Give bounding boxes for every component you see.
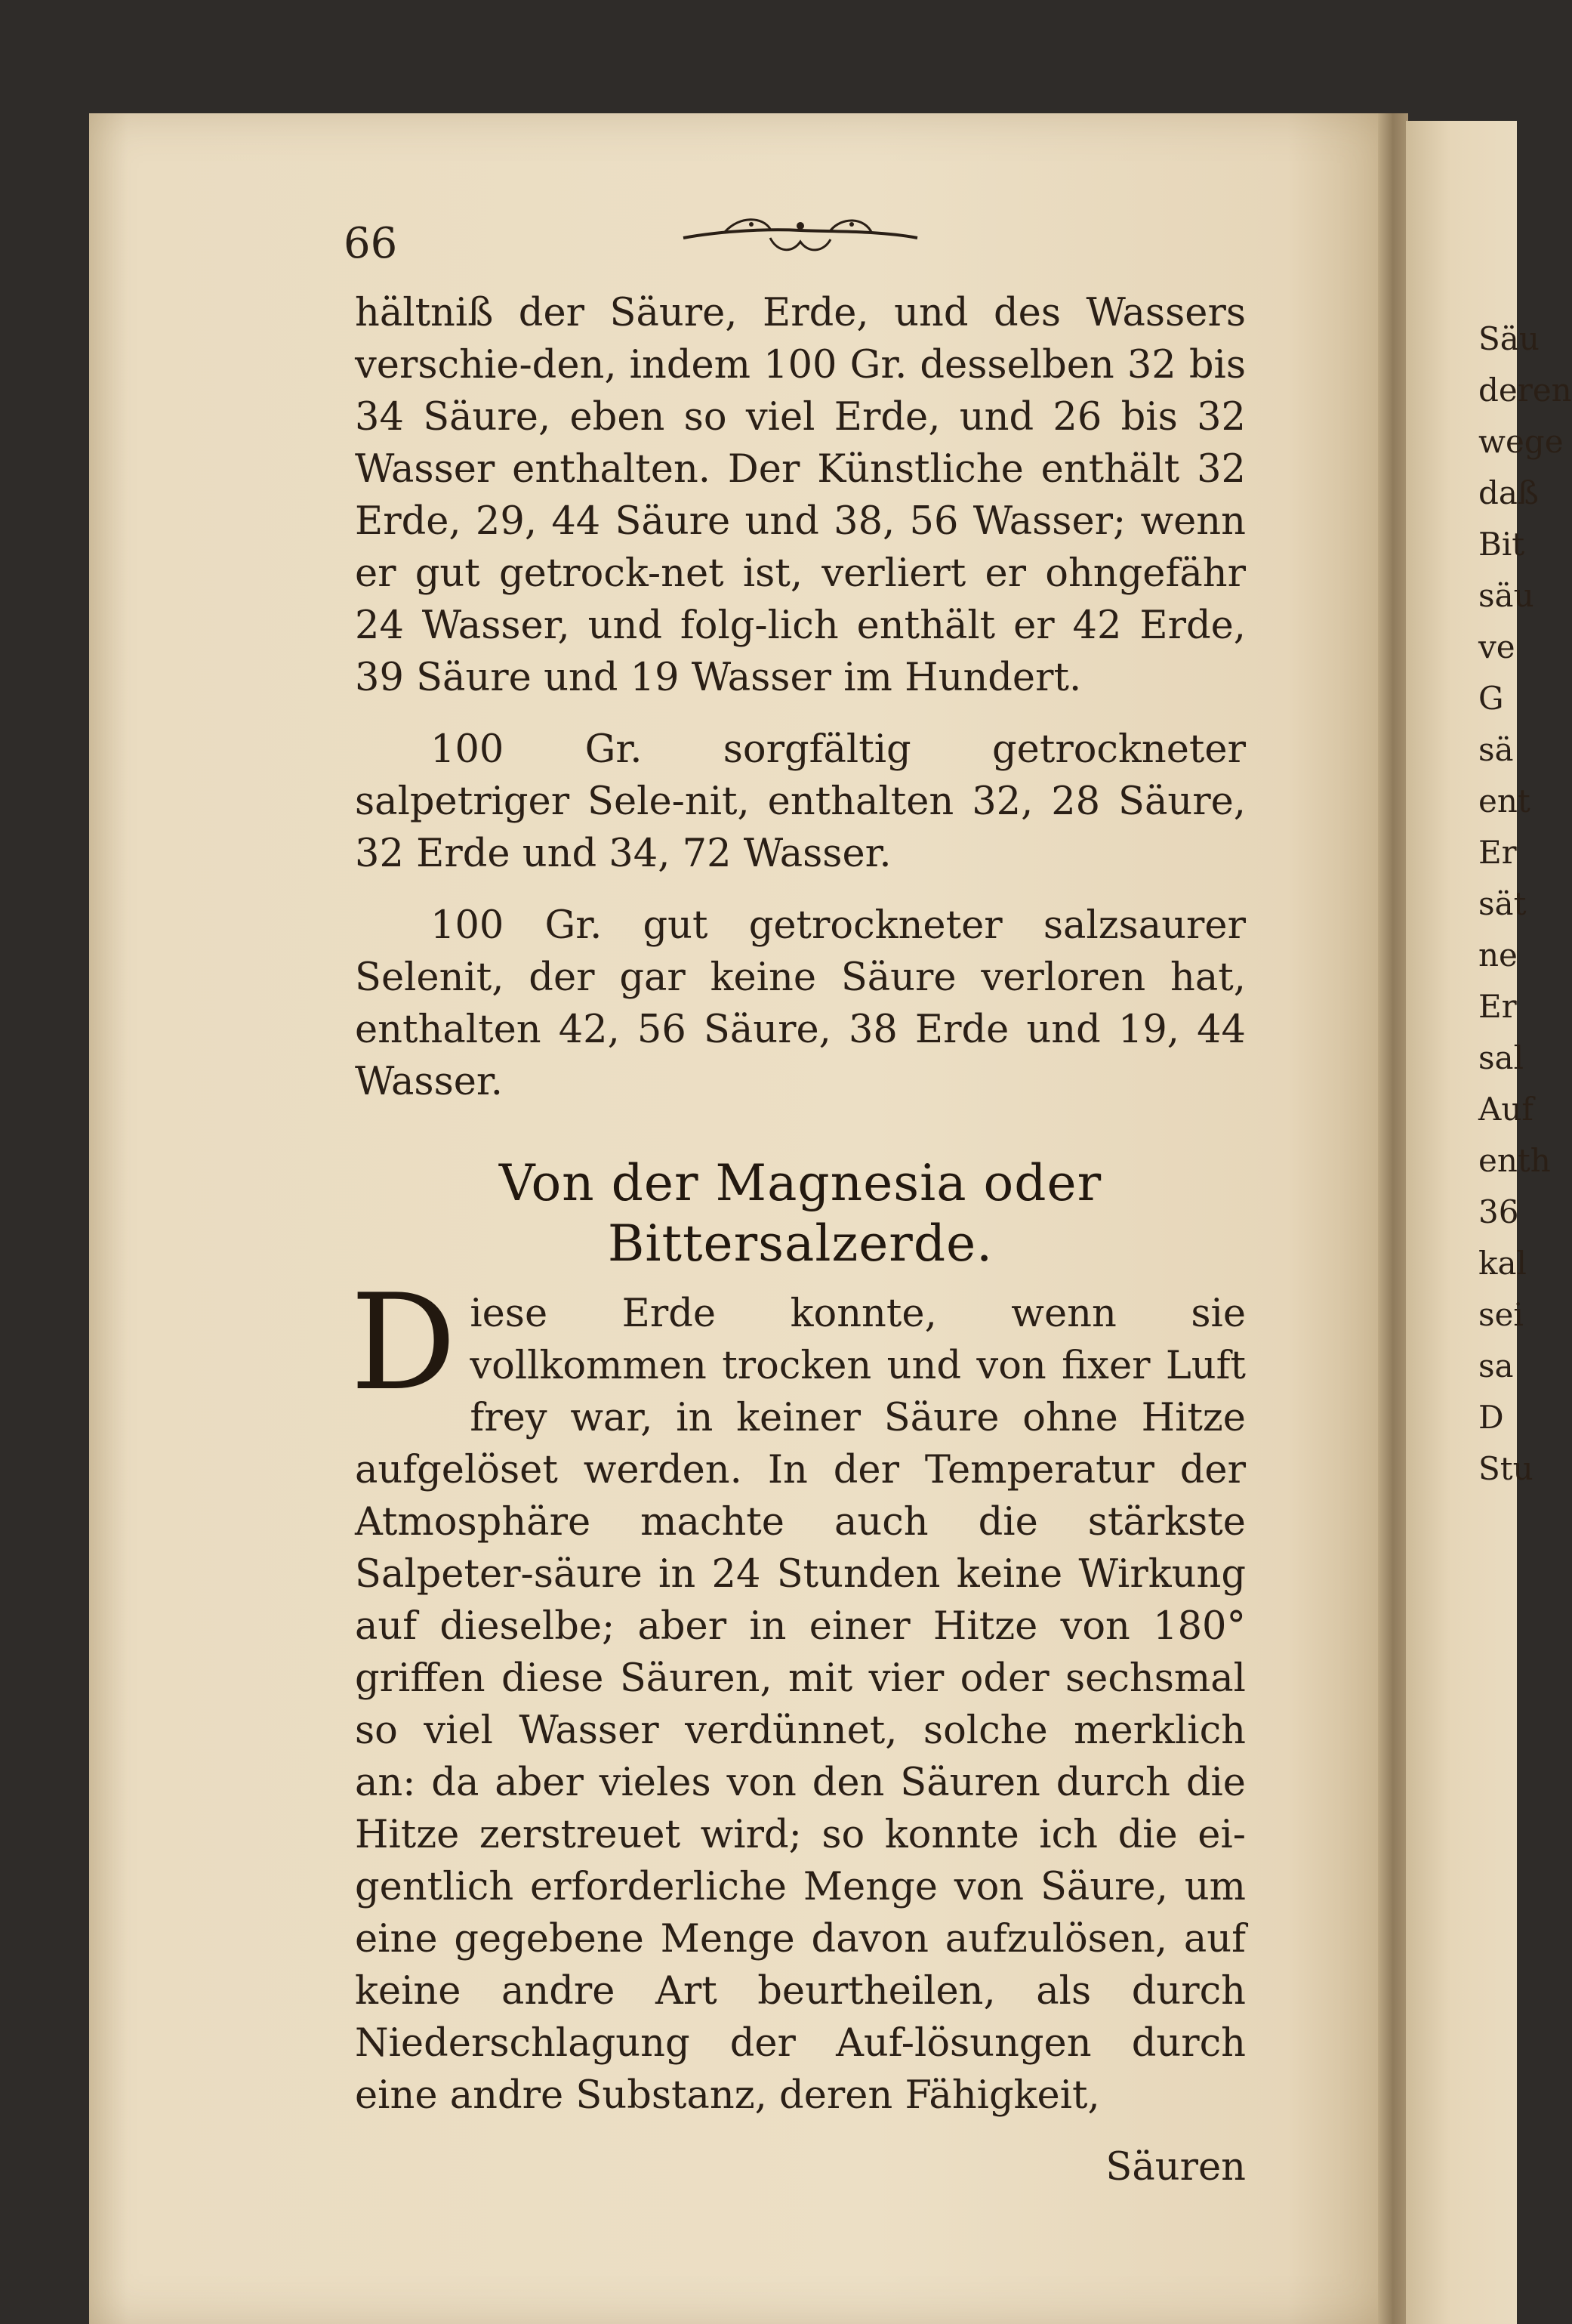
facing-fragment: Stu (1478, 1450, 1533, 1487)
facing-fragment: Auf (1478, 1091, 1533, 1128)
facing-fragment: sal (1478, 1039, 1524, 1076)
facing-fragment: ent (1478, 782, 1530, 819)
book-gutter (1378, 113, 1408, 2324)
facing-fragment: säu (1478, 577, 1534, 614)
facing-fragment: ne (1478, 937, 1518, 974)
drop-cap: D (350, 1267, 457, 1420)
facing-fragment: G (1478, 680, 1504, 717)
facing-fragment: sei (1478, 1296, 1524, 1333)
facing-fragment: Säu (1478, 320, 1540, 357)
facing-fragment: daß (1478, 474, 1539, 511)
paragraph-1: hältniß der Säure, Erde, und des Wassers verschie-den, indem 100 Gr. desselben 32 bis 34 Säure, eben so viel Erde, und 26 bis 32 Wasser enthalten. Der Künstliche enthält 32 Erde, 29, 44 Säure und 38, 56 Wasser; wenn er gut getrock-net ist, verliert er ohngefähr 24 Wasser, und folg-lich enthält er 42 Erde, 39 Säure und 19 Wasser im Hundert. (355, 291, 1246, 700)
facing-fragment: kal (1478, 1245, 1527, 1282)
paragraph-3: 100 Gr. gut getrockneter salzsaurer Selenit, der gar keine Säure verloren hat, enthalten 42, 56 Säure, 38 Erde und 19, 44 Wasser. (355, 903, 1246, 1104)
ornament-icon (680, 208, 921, 261)
facing-fragment: deren (1478, 372, 1572, 409)
facing-fragment: enth (1478, 1142, 1551, 1179)
facing-fragment: Bit (1478, 526, 1525, 563)
facing-fragment: wege (1478, 423, 1564, 460)
facing-fragment: Er (1478, 988, 1517, 1025)
paragraph-2: 100 Gr. sorgfältig getrockneter salpetriger Sele-nit, enthalten 32, 28 Säure, 32 Erde und 34, 72 Wasser. (355, 727, 1246, 876)
facing-fragment: Er (1478, 834, 1517, 871)
section-paragraph (350, 1267, 1246, 2122)
facing-fragment: ve (1478, 628, 1515, 665)
facing-fragment: D (1478, 1399, 1504, 1436)
section-text: iese Erde konnte, wenn sie vollkommen trocken und von fixer Luft frey war, in keiner Säure ohne Hitze aufgelöset werden. In der Temperatur der Atmosphäre machte auch die stärkste Salpeter-säure in 24 Stunden keine Wirkung auf dieselbe; aber in einer Hitze von 180° griffen diese Säuren, mit vier oder sechsmal so viel Wasser verdünnet, solche merklich an: da aber vieles von den Säuren durch die Hitze zerstreuet wird; so konnte ich die ei-gentlich erforderliche Menge von Säure, um eine gegebene Menge davon aufzulösen, auf keine andre Art beurtheilen, als durch Niederschlagung der Auf-lösungen durch eine andre Substanz, deren Fähigkeit, (355, 1292, 1246, 2118)
page-number: 66 (344, 219, 398, 268)
facing-fragment: sa (1478, 1347, 1514, 1384)
facing-fragment: sät (1478, 885, 1527, 922)
facing-fragment: sä (1478, 731, 1514, 768)
catchword: Säuren (1105, 2145, 1246, 2190)
section-heading: Von der Magnesia oder Bittersalzerde. (498, 1154, 1102, 1273)
page-body (350, 287, 1246, 2193)
facing-fragment: 36 (1478, 1193, 1519, 1230)
facing-page-text (1478, 313, 1572, 1495)
